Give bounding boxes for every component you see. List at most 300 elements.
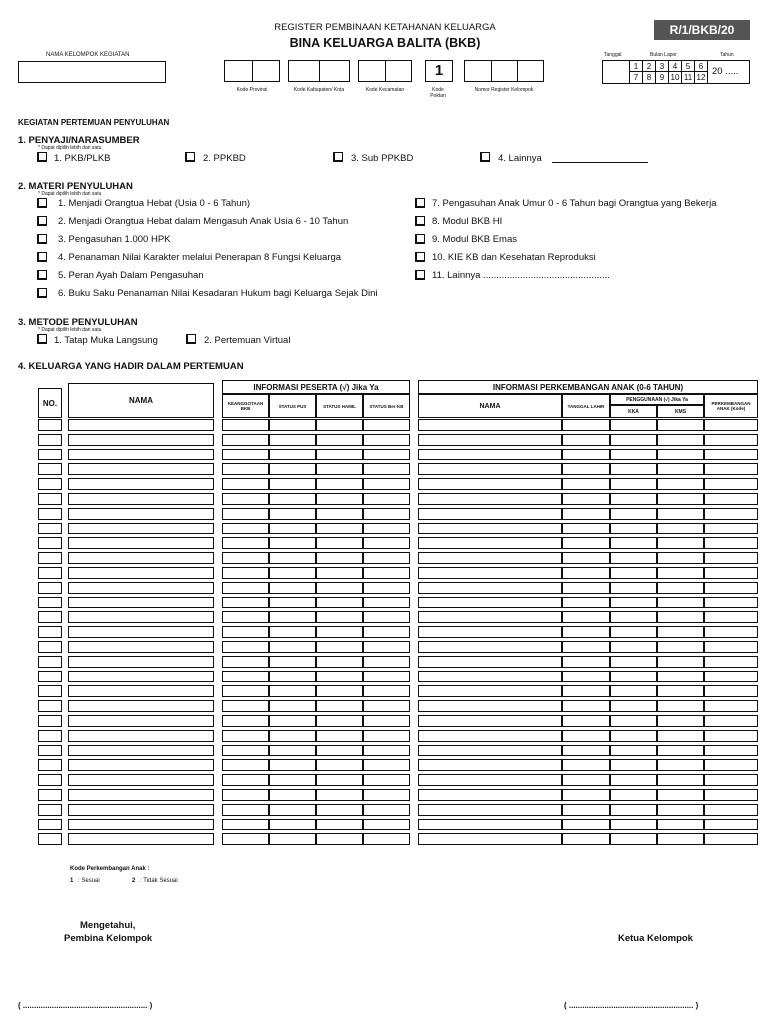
table-cell[interactable] <box>704 419 758 431</box>
table-cell[interactable] <box>222 819 269 831</box>
table-cell[interactable] <box>68 715 214 727</box>
table-cell[interactable] <box>316 597 363 609</box>
month-cell-2[interactable]: 2 <box>643 61 656 72</box>
table-cell[interactable] <box>657 700 704 712</box>
table-cell[interactable] <box>610 626 657 638</box>
checkbox-lainnya-penyaji[interactable] <box>480 152 490 162</box>
month-cell-12[interactable]: 12 <box>695 72 708 83</box>
table-cell[interactable] <box>418 463 562 475</box>
table-cell[interactable] <box>418 685 562 697</box>
table-cell[interactable] <box>269 700 316 712</box>
table-cell[interactable] <box>363 597 410 609</box>
table-cell[interactable] <box>657 508 704 520</box>
table-cell[interactable] <box>269 819 316 831</box>
table-cell[interactable] <box>704 449 758 461</box>
table-cell[interactable] <box>269 789 316 801</box>
table-cell[interactable] <box>418 493 562 505</box>
table-cell[interactable] <box>316 478 363 490</box>
table-cell[interactable] <box>38 419 62 431</box>
checkbox-materi-6[interactable] <box>37 288 47 298</box>
table-cell[interactable] <box>316 804 363 816</box>
table-cell[interactable] <box>363 493 410 505</box>
table-cell[interactable] <box>68 508 214 520</box>
table-cell[interactable] <box>222 804 269 816</box>
table-cell[interactable] <box>269 523 316 535</box>
table-cell[interactable] <box>222 508 269 520</box>
table-cell[interactable] <box>38 567 62 579</box>
table-cell[interactable] <box>222 641 269 653</box>
table-cell[interactable] <box>269 626 316 638</box>
table-cell[interactable] <box>68 759 214 771</box>
table-cell[interactable] <box>562 819 610 831</box>
table-cell[interactable] <box>562 671 610 683</box>
table-cell[interactable] <box>418 671 562 683</box>
table-cell[interactable] <box>657 804 704 816</box>
month-cell-1[interactable]: 1 <box>630 61 643 72</box>
table-cell[interactable] <box>38 730 62 742</box>
table-cell[interactable] <box>363 819 410 831</box>
table-cell[interactable] <box>418 597 562 609</box>
table-cell[interactable] <box>222 597 269 609</box>
table-cell[interactable] <box>610 833 657 845</box>
table-cell[interactable] <box>68 611 214 623</box>
signature-left-blank[interactable]: ( ........................................................ ) <box>18 1001 153 1010</box>
table-cell[interactable] <box>562 774 610 786</box>
table-cell[interactable] <box>222 552 269 564</box>
table-cell[interactable] <box>38 774 62 786</box>
checkbox-materi-2[interactable] <box>37 216 47 226</box>
table-cell[interactable] <box>610 508 657 520</box>
table-cell[interactable] <box>363 582 410 594</box>
table-cell[interactable] <box>316 641 363 653</box>
table-cell[interactable] <box>363 552 410 564</box>
table-cell[interactable] <box>418 833 562 845</box>
table-cell[interactable] <box>562 434 610 446</box>
table-cell[interactable] <box>562 582 610 594</box>
table-cell[interactable] <box>657 685 704 697</box>
checkbox-materi-11[interactable] <box>415 270 425 280</box>
table-cell[interactable] <box>269 537 316 549</box>
table-cell[interactable] <box>363 508 410 520</box>
checkbox-materi-5[interactable] <box>37 270 47 280</box>
table-cell[interactable] <box>38 582 62 594</box>
table-cell[interactable] <box>363 833 410 845</box>
table-cell[interactable] <box>704 745 758 757</box>
table-cell[interactable] <box>418 745 562 757</box>
table-cell[interactable] <box>363 804 410 816</box>
table-cell[interactable] <box>269 434 316 446</box>
table-cell[interactable] <box>657 789 704 801</box>
table-cell[interactable] <box>38 449 62 461</box>
table-cell[interactable] <box>657 671 704 683</box>
table-cell[interactable] <box>610 582 657 594</box>
table-cell[interactable] <box>562 641 610 653</box>
table-cell[interactable] <box>38 656 62 668</box>
table-cell[interactable] <box>363 671 410 683</box>
month-cell-7[interactable]: 7 <box>630 72 643 83</box>
table-cell[interactable] <box>610 567 657 579</box>
table-cell[interactable] <box>610 700 657 712</box>
table-cell[interactable] <box>418 759 562 771</box>
table-cell[interactable] <box>363 567 410 579</box>
table-cell[interactable] <box>704 626 758 638</box>
table-cell[interactable] <box>68 774 214 786</box>
table-cell[interactable] <box>704 833 758 845</box>
table-cell[interactable] <box>68 819 214 831</box>
table-cell[interactable] <box>222 774 269 786</box>
table-cell[interactable] <box>562 523 610 535</box>
table-cell[interactable] <box>610 463 657 475</box>
table-cell[interactable] <box>704 463 758 475</box>
table-cell[interactable] <box>610 759 657 771</box>
month-cell-4[interactable]: 4 <box>669 61 682 72</box>
table-cell[interactable] <box>610 523 657 535</box>
table-cell[interactable] <box>657 493 704 505</box>
table-cell[interactable] <box>562 759 610 771</box>
table-cell[interactable] <box>363 537 410 549</box>
table-cell[interactable] <box>68 582 214 594</box>
table-cell[interactable] <box>68 537 214 549</box>
table-cell[interactable] <box>704 508 758 520</box>
table-cell[interactable] <box>38 493 62 505</box>
checkbox-virtual[interactable] <box>186 334 196 344</box>
table-cell[interactable] <box>38 597 62 609</box>
table-cell[interactable] <box>418 774 562 786</box>
table-cell[interactable] <box>704 597 758 609</box>
table-cell[interactable] <box>657 833 704 845</box>
table-cell[interactable] <box>316 730 363 742</box>
table-cell[interactable] <box>610 597 657 609</box>
checkbox-materi-3[interactable] <box>37 234 47 244</box>
table-cell[interactable] <box>68 641 214 653</box>
table-cell[interactable] <box>38 641 62 653</box>
table-cell[interactable] <box>657 567 704 579</box>
table-cell[interactable] <box>562 567 610 579</box>
table-cell[interactable] <box>704 567 758 579</box>
table-cell[interactable] <box>657 463 704 475</box>
table-cell[interactable] <box>363 611 410 623</box>
table-cell[interactable] <box>316 656 363 668</box>
table-cell[interactable] <box>269 567 316 579</box>
table-cell[interactable] <box>657 597 704 609</box>
table-cell[interactable] <box>704 611 758 623</box>
table-cell[interactable] <box>562 833 610 845</box>
table-cell[interactable] <box>704 641 758 653</box>
table-cell[interactable] <box>704 523 758 535</box>
table-cell[interactable] <box>269 419 316 431</box>
table-cell[interactable] <box>562 449 610 461</box>
table-cell[interactable] <box>610 537 657 549</box>
table-cell[interactable] <box>418 700 562 712</box>
table-cell[interactable] <box>316 745 363 757</box>
table-cell[interactable] <box>316 508 363 520</box>
table-cell[interactable] <box>657 478 704 490</box>
table-cell[interactable] <box>418 508 562 520</box>
table-cell[interactable] <box>657 819 704 831</box>
table-cell[interactable] <box>222 463 269 475</box>
table-cell[interactable] <box>269 641 316 653</box>
table-cell[interactable] <box>222 730 269 742</box>
table-cell[interactable] <box>418 419 562 431</box>
table-cell[interactable] <box>363 523 410 535</box>
table-cell[interactable] <box>704 434 758 446</box>
table-cell[interactable] <box>38 745 62 757</box>
table-cell[interactable] <box>222 582 269 594</box>
kecamatan-code-field[interactable] <box>358 60 412 82</box>
table-cell[interactable] <box>316 523 363 535</box>
table-cell[interactable] <box>657 523 704 535</box>
table-cell[interactable] <box>222 715 269 727</box>
table-cell[interactable] <box>316 611 363 623</box>
table-cell[interactable] <box>704 804 758 816</box>
table-cell[interactable] <box>657 774 704 786</box>
table-cell[interactable] <box>562 804 610 816</box>
table-cell[interactable] <box>269 478 316 490</box>
table-cell[interactable] <box>363 641 410 653</box>
group-name-field[interactable] <box>18 61 166 83</box>
month-cell-3[interactable]: 3 <box>656 61 669 72</box>
table-cell[interactable] <box>562 419 610 431</box>
table-cell[interactable] <box>68 730 214 742</box>
checkbox-ppkbd[interactable] <box>185 152 195 162</box>
table-cell[interactable] <box>68 597 214 609</box>
table-cell[interactable] <box>316 537 363 549</box>
table-cell[interactable] <box>610 745 657 757</box>
year-value[interactable]: 20 ..... <box>712 66 739 77</box>
table-cell[interactable] <box>38 789 62 801</box>
table-cell[interactable] <box>222 671 269 683</box>
table-cell[interactable] <box>269 804 316 816</box>
table-cell[interactable] <box>363 789 410 801</box>
table-cell[interactable] <box>610 685 657 697</box>
table-cell[interactable] <box>68 626 214 638</box>
table-cell[interactable] <box>363 685 410 697</box>
table-cell[interactable] <box>68 833 214 845</box>
table-cell[interactable] <box>316 552 363 564</box>
table-cell[interactable] <box>562 789 610 801</box>
table-cell[interactable] <box>68 700 214 712</box>
table-cell[interactable] <box>316 463 363 475</box>
table-cell[interactable] <box>418 478 562 490</box>
table-cell[interactable] <box>222 656 269 668</box>
table-cell[interactable] <box>704 537 758 549</box>
table-cell[interactable] <box>316 700 363 712</box>
table-cell[interactable] <box>38 463 62 475</box>
table-cell[interactable] <box>610 730 657 742</box>
table-cell[interactable] <box>562 611 610 623</box>
table-cell[interactable] <box>657 552 704 564</box>
table-cell[interactable] <box>269 493 316 505</box>
table-cell[interactable] <box>38 508 62 520</box>
table-cell[interactable] <box>562 552 610 564</box>
table-cell[interactable] <box>68 745 214 757</box>
table-cell[interactable] <box>68 789 214 801</box>
table-cell[interactable] <box>316 626 363 638</box>
table-cell[interactable] <box>222 434 269 446</box>
table-cell[interactable] <box>363 463 410 475</box>
signature-right-blank[interactable]: ( ........................................................ ) <box>564 1001 699 1010</box>
table-cell[interactable] <box>610 819 657 831</box>
table-cell[interactable] <box>610 789 657 801</box>
table-cell[interactable] <box>222 833 269 845</box>
table-cell[interactable] <box>704 493 758 505</box>
table-cell[interactable] <box>363 656 410 668</box>
table-cell[interactable] <box>704 715 758 727</box>
table-cell[interactable] <box>704 700 758 712</box>
table-cell[interactable] <box>610 715 657 727</box>
table-cell[interactable] <box>363 730 410 742</box>
table-cell[interactable] <box>316 819 363 831</box>
checkbox-materi-4[interactable] <box>37 252 47 262</box>
checkbox-materi-7[interactable] <box>415 198 425 208</box>
table-cell[interactable] <box>222 626 269 638</box>
table-cell[interactable] <box>316 685 363 697</box>
table-cell[interactable] <box>68 493 214 505</box>
table-cell[interactable] <box>610 804 657 816</box>
table-cell[interactable] <box>269 745 316 757</box>
table-cell[interactable] <box>316 715 363 727</box>
table-cell[interactable] <box>657 582 704 594</box>
table-cell[interactable] <box>38 833 62 845</box>
table-cell[interactable] <box>657 715 704 727</box>
checkbox-sub-ppkbd[interactable] <box>333 152 343 162</box>
table-cell[interactable] <box>418 641 562 653</box>
table-cell[interactable] <box>316 449 363 461</box>
table-cell[interactable] <box>68 478 214 490</box>
table-cell[interactable] <box>418 611 562 623</box>
table-cell[interactable] <box>68 804 214 816</box>
table-cell[interactable] <box>222 685 269 697</box>
table-cell[interactable] <box>704 789 758 801</box>
table-cell[interactable] <box>38 523 62 535</box>
table-cell[interactable] <box>418 434 562 446</box>
table-cell[interactable] <box>363 434 410 446</box>
table-cell[interactable] <box>610 641 657 653</box>
table-cell[interactable] <box>363 419 410 431</box>
table-cell[interactable] <box>269 759 316 771</box>
table-cell[interactable] <box>269 671 316 683</box>
poktan-code-field[interactable]: 1 <box>425 60 453 82</box>
table-cell[interactable] <box>363 449 410 461</box>
table-cell[interactable] <box>38 611 62 623</box>
table-cell[interactable] <box>222 745 269 757</box>
checkbox-materi-8[interactable] <box>415 216 425 226</box>
table-cell[interactable] <box>269 463 316 475</box>
table-cell[interactable] <box>657 759 704 771</box>
table-cell[interactable] <box>38 804 62 816</box>
table-cell[interactable] <box>269 582 316 594</box>
table-cell[interactable] <box>610 774 657 786</box>
month-cell-9[interactable]: 9 <box>656 72 669 83</box>
table-cell[interactable] <box>316 582 363 594</box>
table-cell[interactable] <box>562 685 610 697</box>
table-cell[interactable] <box>38 671 62 683</box>
table-cell[interactable] <box>418 656 562 668</box>
month-cell-10[interactable]: 10 <box>669 72 682 83</box>
table-cell[interactable] <box>316 759 363 771</box>
table-cell[interactable] <box>222 523 269 535</box>
kabupaten-code-field[interactable] <box>288 60 350 82</box>
checkbox-materi-1[interactable] <box>37 198 47 208</box>
table-cell[interactable] <box>418 567 562 579</box>
table-cell[interactable] <box>704 656 758 668</box>
table-cell[interactable] <box>610 434 657 446</box>
month-cell-8[interactable]: 8 <box>643 72 656 83</box>
table-cell[interactable] <box>269 656 316 668</box>
table-cell[interactable] <box>222 700 269 712</box>
table-cell[interactable] <box>610 552 657 564</box>
table-cell[interactable] <box>418 819 562 831</box>
table-cell[interactable] <box>222 478 269 490</box>
table-cell[interactable] <box>38 478 62 490</box>
table-cell[interactable] <box>657 449 704 461</box>
table-cell[interactable] <box>222 537 269 549</box>
table-cell[interactable] <box>38 819 62 831</box>
table-cell[interactable] <box>704 685 758 697</box>
table-cell[interactable] <box>562 508 610 520</box>
table-cell[interactable] <box>38 759 62 771</box>
table-cell[interactable] <box>38 537 62 549</box>
table-cell[interactable] <box>418 449 562 461</box>
month-cell-5[interactable]: 5 <box>682 61 695 72</box>
table-cell[interactable] <box>704 819 758 831</box>
table-cell[interactable] <box>562 700 610 712</box>
table-cell[interactable] <box>38 700 62 712</box>
lainnya-penyaji-input-line[interactable] <box>552 162 648 163</box>
table-cell[interactable] <box>68 671 214 683</box>
month-cell-11[interactable]: 11 <box>682 72 695 83</box>
table-cell[interactable] <box>269 611 316 623</box>
table-cell[interactable] <box>418 789 562 801</box>
table-cell[interactable] <box>610 656 657 668</box>
table-cell[interactable] <box>269 449 316 461</box>
table-cell[interactable] <box>68 567 214 579</box>
table-cell[interactable] <box>562 745 610 757</box>
table-cell[interactable] <box>562 463 610 475</box>
table-cell[interactable] <box>610 611 657 623</box>
table-cell[interactable] <box>363 715 410 727</box>
table-cell[interactable] <box>68 685 214 697</box>
table-cell[interactable] <box>562 493 610 505</box>
table-cell[interactable] <box>657 537 704 549</box>
table-cell[interactable] <box>363 626 410 638</box>
table-cell[interactable] <box>610 419 657 431</box>
table-cell[interactable] <box>38 434 62 446</box>
table-cell[interactable] <box>68 434 214 446</box>
table-cell[interactable] <box>68 463 214 475</box>
table-cell[interactable] <box>562 537 610 549</box>
table-cell[interactable] <box>68 552 214 564</box>
table-cell[interactable] <box>222 449 269 461</box>
table-cell[interactable] <box>269 597 316 609</box>
table-cell[interactable] <box>222 789 269 801</box>
table-cell[interactable] <box>418 582 562 594</box>
table-cell[interactable] <box>657 745 704 757</box>
table-cell[interactable] <box>610 493 657 505</box>
table-cell[interactable] <box>657 626 704 638</box>
table-cell[interactable] <box>704 582 758 594</box>
table-cell[interactable] <box>68 449 214 461</box>
table-cell[interactable] <box>363 700 410 712</box>
table-cell[interactable] <box>316 671 363 683</box>
table-cell[interactable] <box>316 493 363 505</box>
table-cell[interactable] <box>704 759 758 771</box>
table-cell[interactable] <box>363 745 410 757</box>
table-cell[interactable] <box>657 611 704 623</box>
table-cell[interactable] <box>657 641 704 653</box>
table-cell[interactable] <box>38 626 62 638</box>
table-cell[interactable] <box>316 419 363 431</box>
